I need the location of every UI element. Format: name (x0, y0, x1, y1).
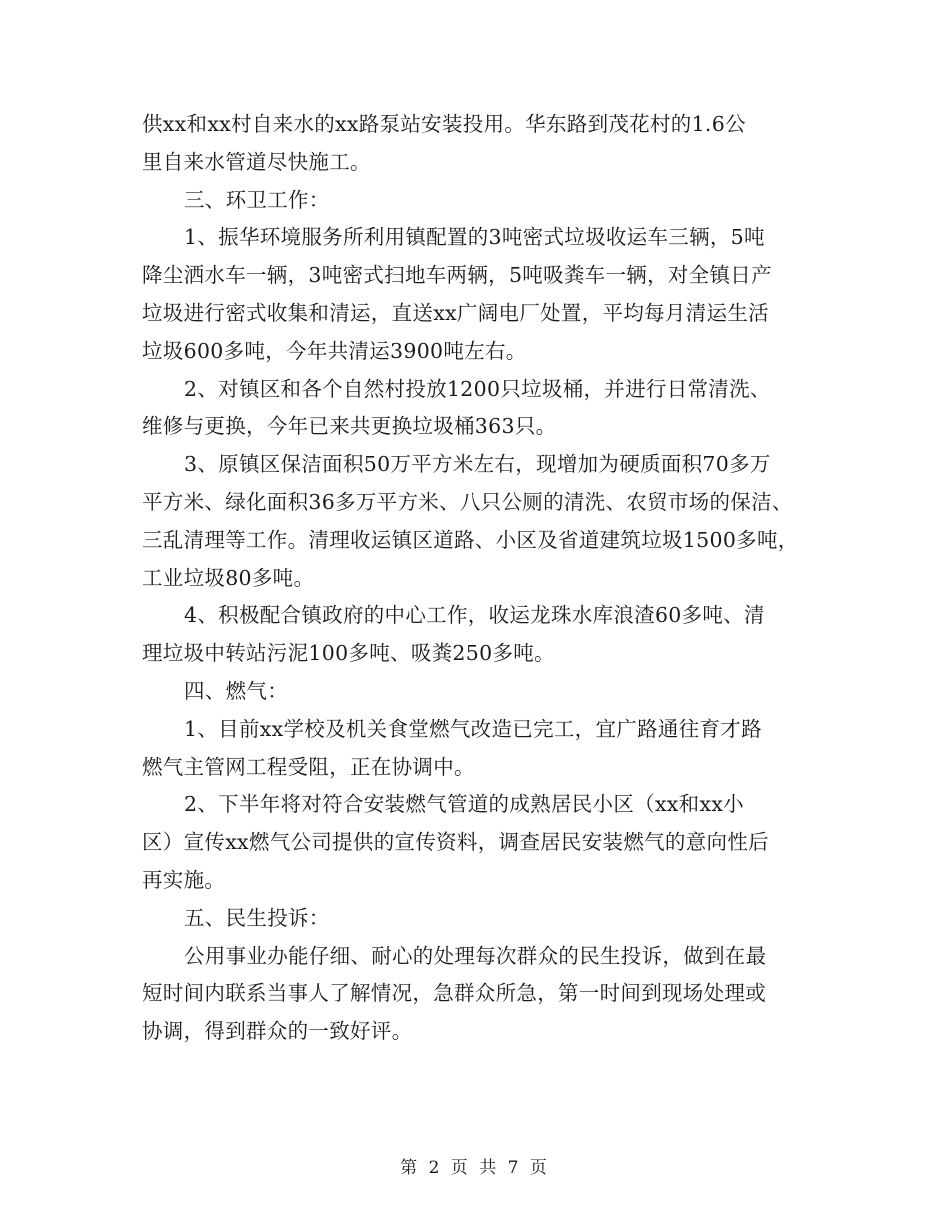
page-number-footer: 第 2 页 共 7 页 (400, 1158, 550, 1178)
text-line: 2、对镇区和各个自然村投放1200只垃圾桶，并进行日常清洗、 (184, 376, 771, 401)
text-line: 1、目前xx学校及机关食堂燃气改造已完工，宜广路通往育才路 (184, 716, 762, 741)
text-line: 平方米、绿化面积36多万平方米、八只公厕的清洗、农贸市场的保洁、 (142, 489, 793, 514)
text-line: 再实施。 (142, 867, 226, 892)
text-line: 维修与更换，今年已来共更换垃圾桶363只。 (142, 414, 557, 439)
text-line: 3、原镇区保洁面积50万平方米左右，现增加为硬质面积70多万 (184, 452, 771, 477)
document-body (142, 106, 810, 1051)
text-line: 里自来水管道尽快施工。 (142, 149, 371, 174)
text-line: 降尘洒水车一辆，3吨密式扫地车两辆，5吨吸粪车一辆，对全镇日产 (142, 263, 772, 288)
text-line: 燃气主管网工程受阻，正在协调中。 (142, 754, 475, 779)
text-line: 供xx和xx村自来水的xx路泵站安装投用。华东路到茂花村的1.6公 (142, 112, 746, 136)
section-heading: 三、环卫工作： (184, 187, 330, 212)
text-line: 工业垃圾80多吨。 (142, 565, 315, 590)
text-line: 三乱清理等工作。清理收运镇区道路、小区及省道建筑垃圾1500多吨， (142, 527, 799, 552)
section-heading: 四、燃气： (184, 678, 288, 703)
text-line: 短时间内联系当事人了解情况，急群众所急，第一时间到现场处理或 (142, 981, 766, 1006)
text-line: 垃圾600多吨，今年共清运3900吨左右。 (142, 338, 527, 363)
section-heading: 五、民生投诉： (184, 905, 330, 930)
text-line: 4、积极配合镇政府的中心工作，收运龙珠水库浪渣60多吨、清 (184, 603, 765, 628)
text-line: 理垃圾中转站污泥100多吨、吸粪250多吨。 (142, 641, 555, 666)
text-line: 2、下半年将对符合安装燃气管道的成熟居民小区（xx和xx小 (184, 792, 744, 817)
text-line: 垃圾进行密式收集和清运，直送xx广阔电厂处置，平均每月清运生活 (142, 300, 769, 325)
text-line: 公用事业办能仔细、耐心的处理每次群众的民生投诉，做到在最 (184, 943, 767, 968)
text-line: 1、振华环境服务所利用镇配置的3吨密式垃圾收运车三辆，5吨 (184, 225, 765, 250)
text-line: 区）宣传xx燃气公司提供的宣传资料，调查居民安装燃气的意向性后 (142, 830, 769, 855)
text-line: 协调，得到群众的一致好评。 (142, 1019, 413, 1044)
